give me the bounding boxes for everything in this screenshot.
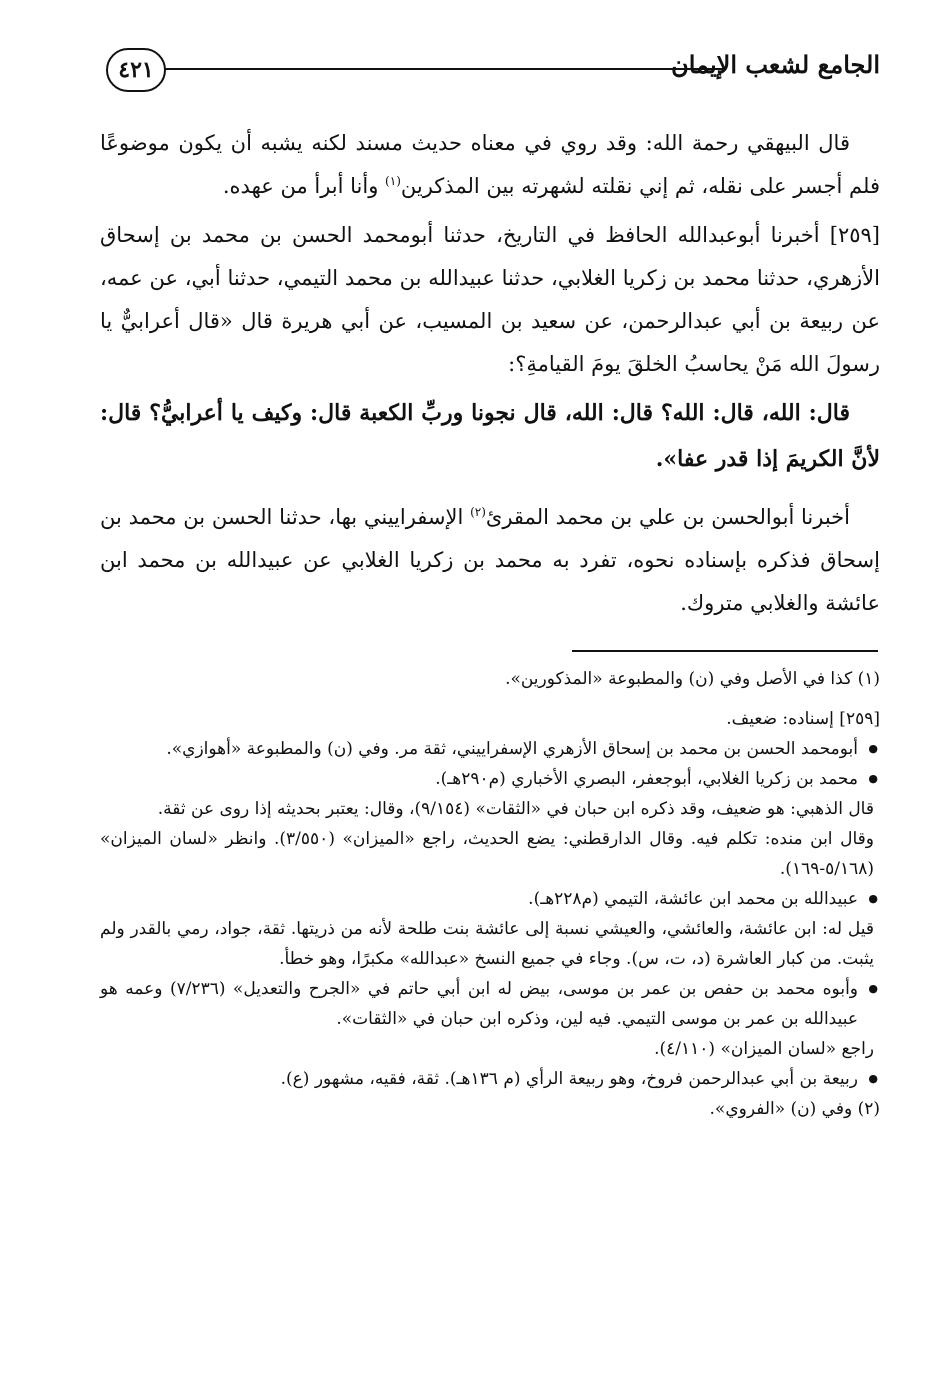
footnotes-259 (100, 704, 880, 1124)
narrator-note: ● أبومحمد الحسن بن محمد بن إسحاق الأزهري الإسفراييني، ثقة مر. وفي (ن) والمطبوعة «أهوازي». (100, 734, 880, 764)
footnote-ref-1: (١) (385, 174, 401, 188)
page-header (100, 44, 880, 100)
hadith-259-isnad: [٢٥٩] أخبرنا أبوعبدالله الحافظ في التاريخ، حدثنا أبومحمد الحسن بن محمد بن إسحاق الأزهري، حدثنا محمد بن زكريا الغلابي، حدثنا عبيدالله بن محمد التيمي، حدثنا أبي، عن عمه، عن ربيعة بن أبي عبدالرحمن، عن سعيد بن المسيب، عن أبي هريرة قال «قال أعرابيٌّ يا رسولَ الله مَنْ يحاسبُ الخلقَ يومَ القيامةِ؟: (100, 223, 880, 376)
narrator-note: ● عبيدالله بن محمد ابن عائشة، التيمي (م٢٢٨هـ). (100, 884, 880, 914)
narrator-detail: قيل له: ابن عائشة، والعائشي، والعيشي نسبة إلى عائشة بنت طلحة لأنه من ذريتها. ثقة، جواد، رمي بالقدر ولم يثبت. من كبار العاشرة (د، ت، س). وجاء في جميع النسخ «عبدالله» مكبرًا، وهو خطأ. (100, 919, 874, 969)
footnote-ref-2: (٢) (470, 505, 486, 519)
book-title: الجامع لشعب الإيمان (671, 50, 880, 79)
narrator-note: ● وأبوه محمد بن حفص بن عمر بن موسى، بيض له ابن أبي حاتم في «الجرح والتعديل» (٧/٢٣٦) وعمه هو عبيدالله بن عمر بن موسى التيمي. فيه لين، وذكره ابن حبان في «الثقات». (100, 974, 880, 1034)
paragraph-text-end: الإسفراييني بها، حدثنا الحسن بن محمد بن إسحاق فذكره بإسناده نحوه، تفرد به محمد بن زكريا الغلابي عن عبيدالله بن محمد ابن عائشة والغلابي متروك. (100, 505, 880, 615)
footnote-heading: [٢٥٩] إسناده: ضعيف. (726, 709, 880, 729)
paragraph-bayhaqi-comment (100, 122, 880, 208)
paragraph-second-isnad (100, 496, 880, 625)
narrator-detail: راجع «لسان الميزان» (٤/١١٠). (654, 1039, 874, 1059)
footnote-2: (٢) وفي (ن) «الفروي». (709, 1099, 880, 1119)
narrator-detail: وقال ابن منده: تكلم فيه. وقال الدارقطني: يضع الحديث، راجع «الميزان» (٣/٥٥٠). وانظر «لسان الميزان» (٥/١٦٨-١٦٩). (100, 829, 874, 879)
paragraph-text: أخبرنا أبوالحسن بن علي بن محمد المقرئ (485, 505, 850, 529)
footnote-1: (١) كذا في الأصل وفي (ن) والمطبوعة «المذكورين». (505, 669, 880, 689)
paragraph-text-end: وأنا أبرأ من عهده. (222, 174, 386, 198)
page-number: ٤٢١ (106, 48, 166, 92)
narrator-note: ● ربيعة بن أبي عبدالرحمن فروخ، وهو ربيعة الرأي (م ١٣٦هـ). ثقة، فقيه، مشهور (ع). (100, 1064, 880, 1094)
hadith-259-matn: قال: الله، قال: الله؟ قال: الله، قال نجونا وربِّ الكعبة قال: وكيف يا أعرابيُّ؟ قال: لأنَّ الكريمَ إذا قدر عفا». (100, 400, 880, 472)
header-rule (164, 68, 724, 70)
footnote-divider (572, 650, 878, 652)
narrator-detail: قال الذهبي: هو ضعيف، وقد ذكره ابن حبان في «الثقات» (٩/١٥٤)، وقال: يعتبر بحديثه إذا روى عن ثقة. (157, 799, 874, 819)
paragraph-text: قال البيهقي رحمة الله: وقد روي في معناه حديث مسند لكنه يشبه أن يكون موضوعًا فلم أجسر على نقله، ثم إني نقلته لشهرته بين المذكرين (100, 131, 880, 198)
narrator-note: ● محمد بن زكريا الغلابي، أبوجعفر، البصري الأخباري (م٢٩٠هـ). (100, 764, 880, 794)
